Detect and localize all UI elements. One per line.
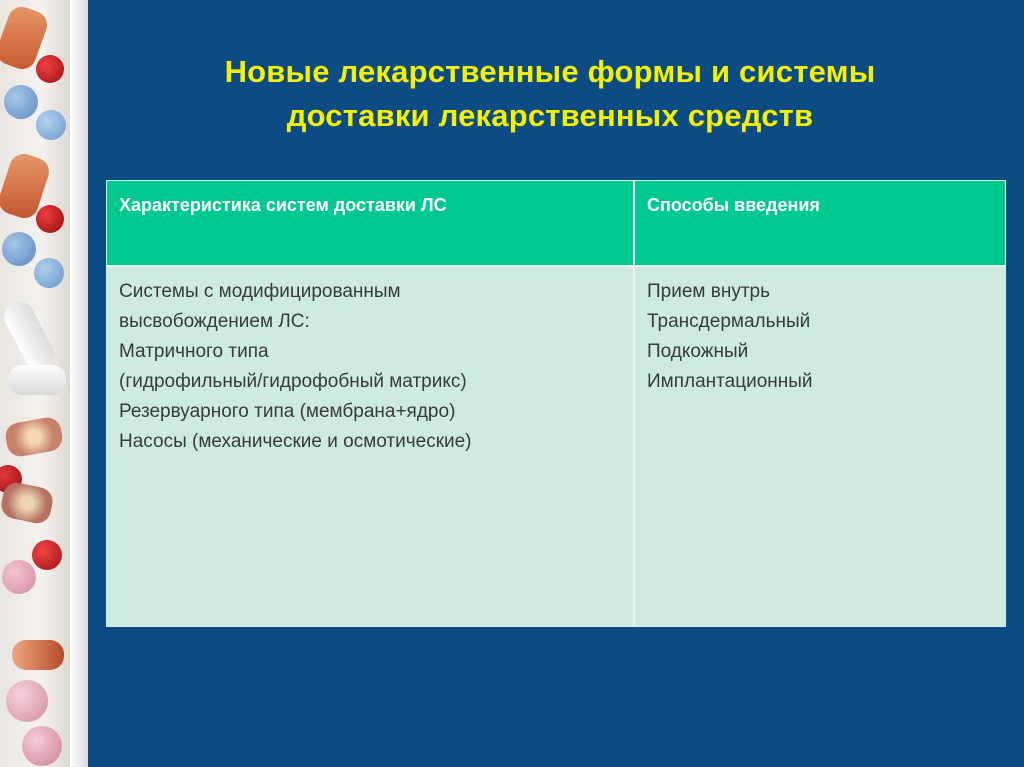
slide-title: [100, 50, 1000, 138]
red-pill-icon: [36, 55, 64, 83]
red-pill-icon: [32, 540, 62, 570]
cell-characteristics: [119, 277, 619, 457]
speckled-capsule-icon: [3, 415, 64, 458]
header-administration-routes: Способы введения: [647, 195, 820, 215]
table-body-row: [107, 267, 1005, 626]
white-capsule-icon: [8, 365, 66, 395]
table-header-row: [107, 181, 1005, 267]
pink-pill-icon: [22, 726, 62, 766]
title-line-1: Новые лекарственные формы и системы: [224, 54, 876, 89]
list-item: Насосы (механические и осмотические): [119, 431, 472, 452]
speckled-capsule-icon: [0, 480, 55, 526]
list-item: высвобождением ЛС:: [119, 311, 310, 332]
title-line-2: доставки лекарственных средств: [286, 98, 814, 133]
list-item: Резервуарного типа (мембрана+ядро): [119, 401, 456, 422]
blue-pill-icon: [2, 232, 36, 266]
red-pill-icon: [36, 205, 64, 233]
list-item: Прием внутрь: [647, 281, 770, 302]
blue-pill-icon: [4, 85, 38, 119]
list-item: Трансдермальный: [647, 311, 811, 332]
pink-pill-icon: [2, 560, 36, 594]
blue-pill-icon: [34, 258, 64, 288]
left-divider: [70, 0, 88, 767]
list-item: (гидрофильный/гидрофобный матрикс): [119, 371, 467, 392]
cell-administration-routes: [647, 277, 987, 397]
pills-decoration-image: [0, 0, 70, 767]
pink-pill-icon: [6, 680, 48, 722]
white-capsule-icon: [0, 297, 59, 373]
blue-pill-icon: [36, 110, 66, 140]
header-characteristics: Характеристика систем доставки ЛС: [119, 195, 447, 215]
column-divider: [633, 181, 635, 626]
list-item: Имплантационный: [647, 371, 813, 392]
list-item: Матричного типа: [119, 341, 269, 362]
list-item: Подкожный: [647, 341, 749, 362]
list-item: Системы с модифицированным: [119, 281, 401, 302]
delivery-systems-table: [106, 180, 1006, 627]
capsule-icon: [12, 640, 64, 670]
